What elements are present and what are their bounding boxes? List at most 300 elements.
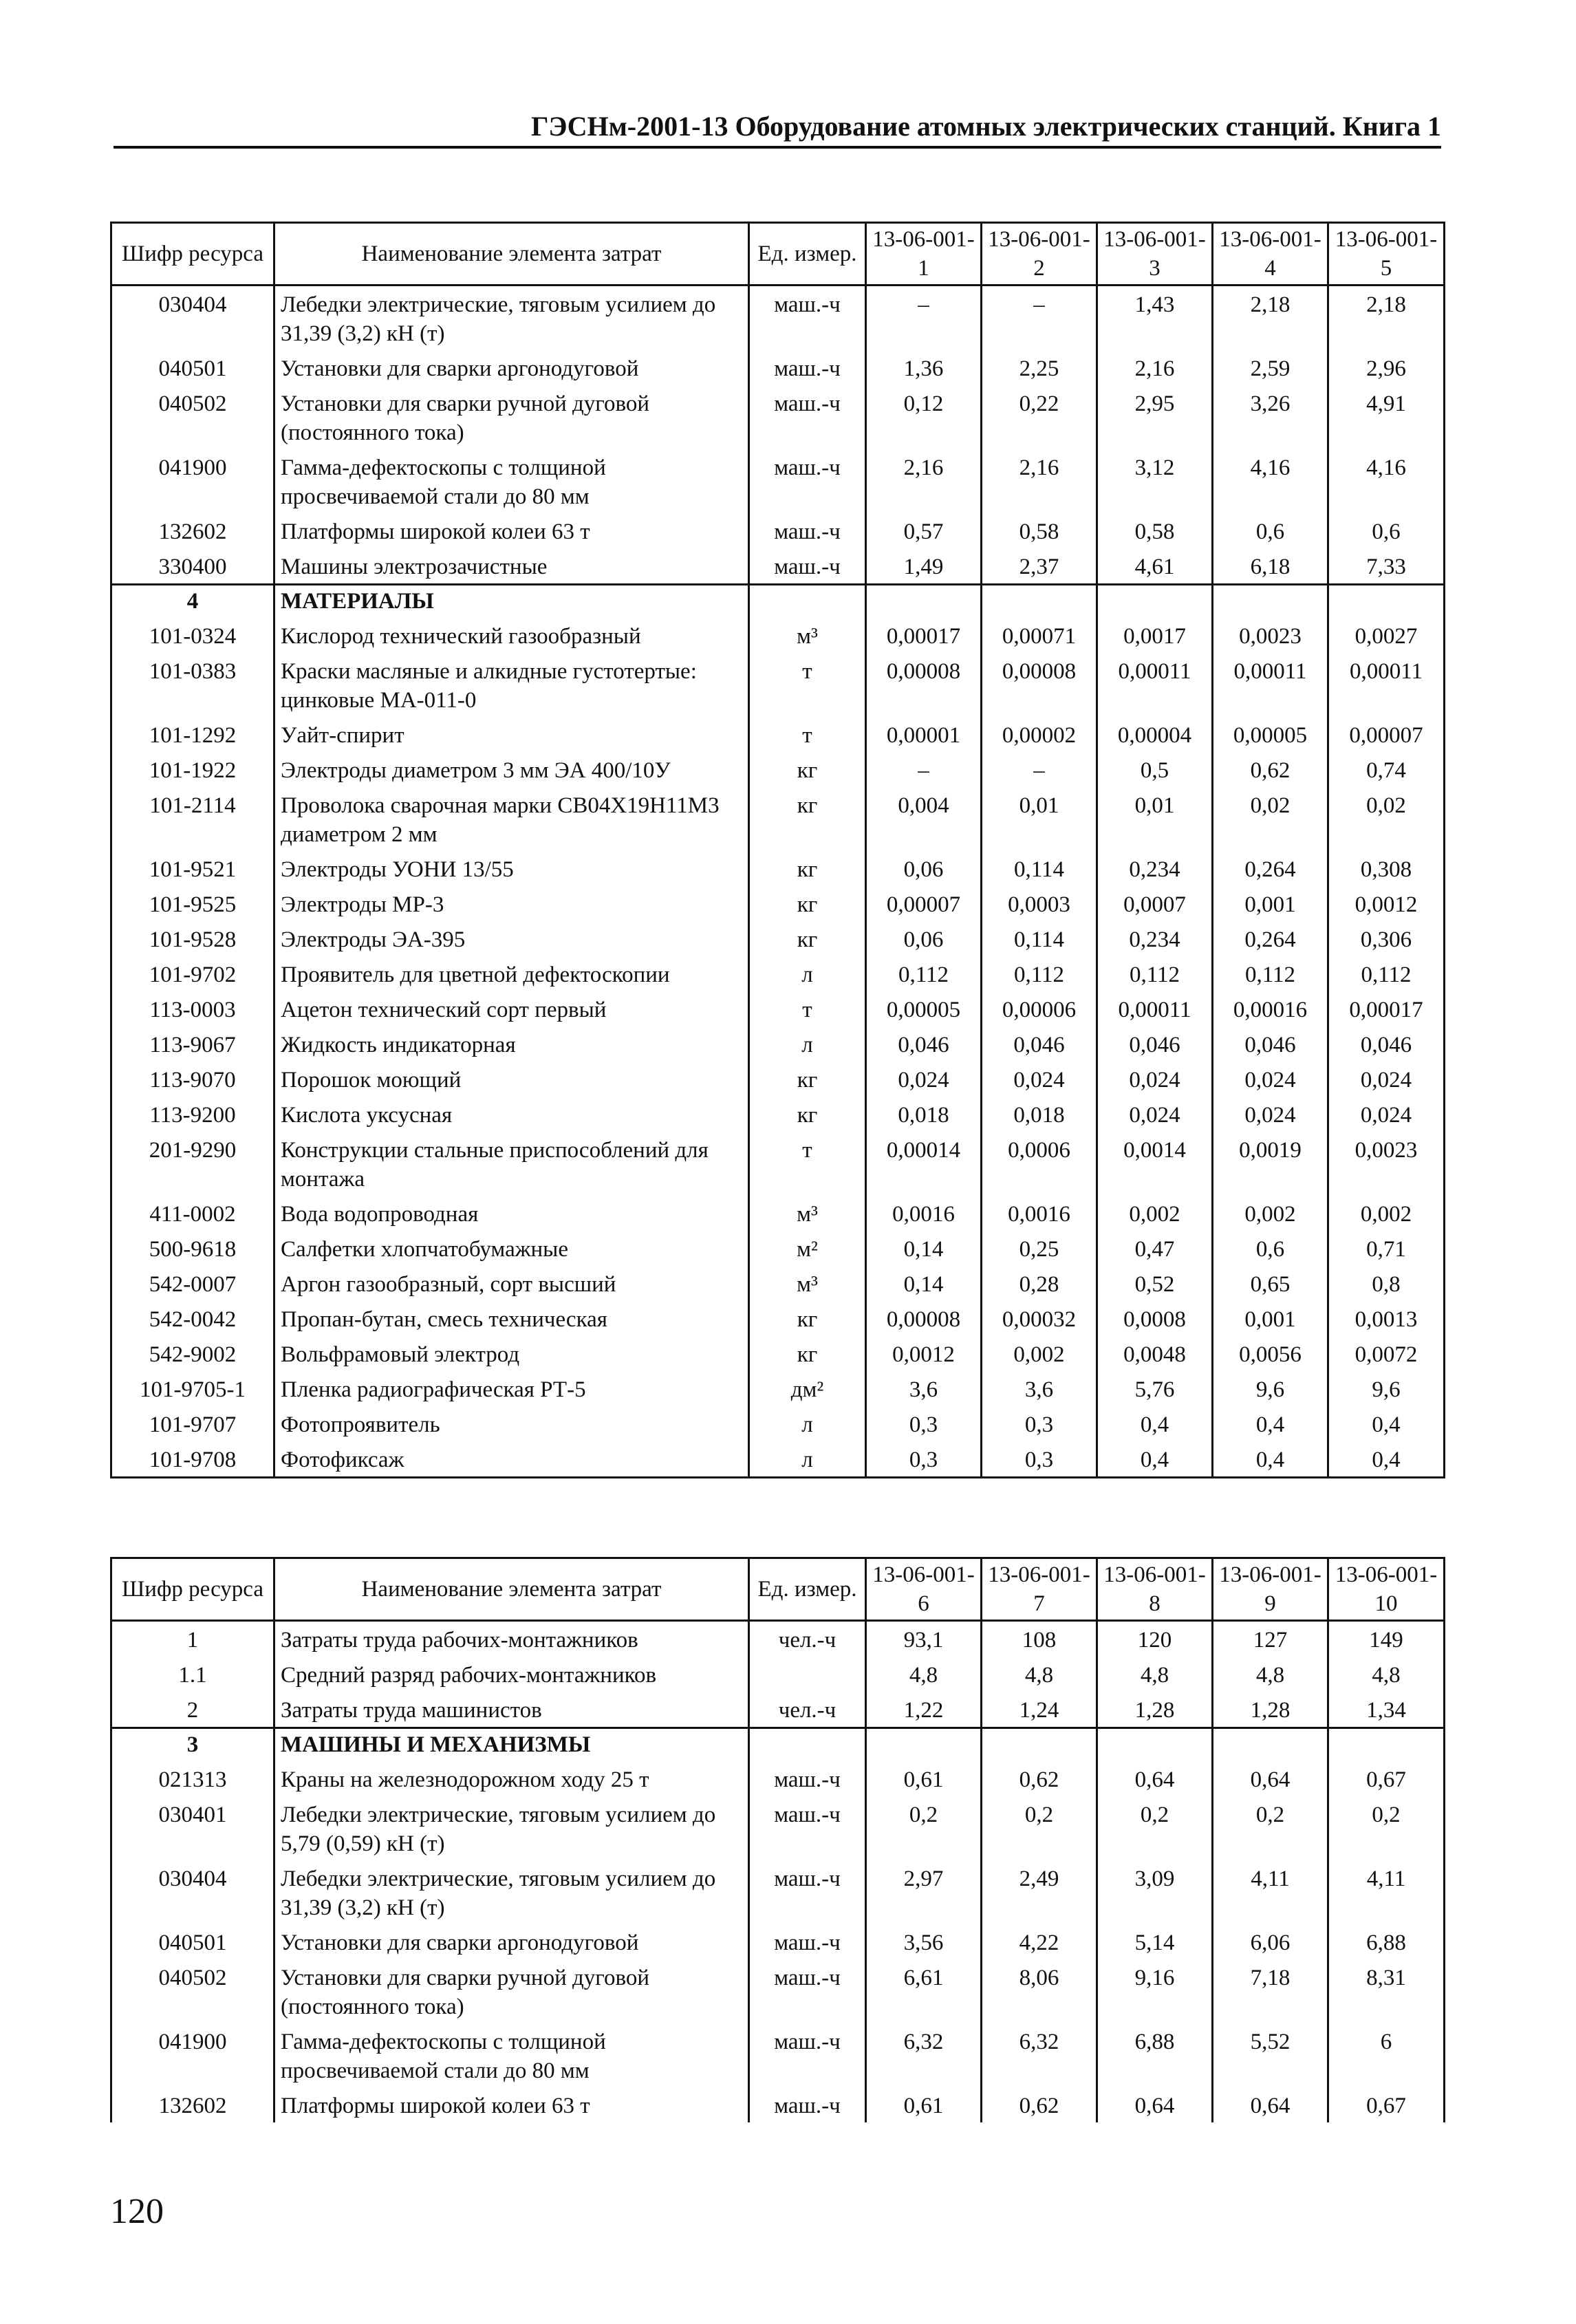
section-row <box>111 585 1445 618</box>
norm-value-cell: 1,43 <box>1097 286 1213 351</box>
table-row <box>111 1406 1445 1441</box>
norm-value-cell: – <box>982 286 1097 351</box>
norm-value-cell <box>1328 1728 1445 1762</box>
table-row <box>111 1062 1445 1097</box>
resource-name-cell: Кислород технический газообразный <box>274 618 749 653</box>
norm-value-cell: 0,0048 <box>1097 1336 1213 1371</box>
norm-value-cell: 0,64 <box>1213 1761 1328 1796</box>
table-row <box>111 1441 1445 1478</box>
table-row <box>111 1924 1445 1959</box>
norm-value-cell: 0,62 <box>982 1761 1097 1796</box>
norm-value-cell: 0,024 <box>1328 1097 1445 1132</box>
unit-cell: л <box>749 1441 866 1478</box>
resource-name-cell: Аргон газообразный, сорт высший <box>274 1266 749 1301</box>
norm-value-cell: 0,64 <box>1097 2087 1213 2122</box>
norm-value-cell: 1,28 <box>1213 1692 1328 1728</box>
table-row <box>111 1266 1445 1301</box>
norm-value-cell: 0,2 <box>1213 1796 1328 1860</box>
norm-value-cell: 1,28 <box>1097 1692 1213 1728</box>
unit-cell: маш.-ч <box>749 350 866 385</box>
norm-value-cell: 2,18 <box>1328 286 1445 351</box>
resource-name-cell: Установки для сварки ручной дуговой (постоянного тока) <box>274 1959 749 2023</box>
norm-value-cell: 6,88 <box>1328 1924 1445 1959</box>
norm-value-cell: 0,234 <box>1097 851 1213 886</box>
norm-value-cell: 6 <box>1328 2023 1445 2087</box>
resource-name-cell: Кислота уксусная <box>274 1097 749 1132</box>
resource-code-cell: 2 <box>111 1692 274 1728</box>
norm-value-cell <box>866 1728 982 1762</box>
resource-name-cell: Лебедки электрические, тяговым усилием до 5,79 (0,59) кН (т) <box>274 1796 749 1860</box>
unit-cell: дм² <box>749 1371 866 1406</box>
norm-value-cell: 0,046 <box>982 1026 1097 1062</box>
resource-name-cell: Лебедки электрические, тяговым усилием до 31,39 (3,2) кН (т) <box>274 286 749 351</box>
norm-value-cell: 0,046 <box>1328 1026 1445 1062</box>
norm-value-cell: 0,0017 <box>1097 618 1213 653</box>
norm-value-cell: 0,00008 <box>866 1301 982 1336</box>
norm-value-cell: 0,28 <box>982 1266 1097 1301</box>
unit-cell: кг <box>749 787 866 851</box>
norm-value-cell: 0,00011 <box>1097 991 1213 1026</box>
norm-value-cell: 3,09 <box>1097 1860 1213 1924</box>
resource-name-cell: Электроды ЭА-395 <box>274 921 749 956</box>
table-row <box>111 2087 1445 2122</box>
unit-cell: м³ <box>749 618 866 653</box>
resource-name-cell: Гамма-дефектоскопы с толщиной просвечиваемой стали до 80 мм <box>274 2023 749 2087</box>
norm-value-cell: 0,4 <box>1213 1406 1328 1441</box>
norm-value-cell <box>1213 585 1328 618</box>
unit-cell: маш.-ч <box>749 286 866 351</box>
norm-value-cell: 1,36 <box>866 350 982 385</box>
resource-code-cell: 542-9002 <box>111 1336 274 1371</box>
unit-cell: л <box>749 1406 866 1441</box>
norm-value-cell: 0,02 <box>1328 787 1445 851</box>
norm-value-cell: 4,8 <box>866 1657 982 1692</box>
norm-value-cell: 0,0007 <box>1097 886 1213 921</box>
norm-value-cell: 0,3 <box>982 1406 1097 1441</box>
norm-value-cell: 0,4 <box>1328 1406 1445 1441</box>
table-row <box>111 618 1445 653</box>
norm-value-cell: 4,8 <box>1328 1657 1445 1692</box>
table-row <box>111 286 1445 351</box>
norm-value-cell: 0,00071 <box>982 618 1097 653</box>
norm-value-cell: 0,306 <box>1328 921 1445 956</box>
resource-code-cell: 330400 <box>111 548 274 585</box>
norm-value-cell <box>1097 585 1213 618</box>
resource-name-cell: Ацетон технический сорт первый <box>274 991 749 1026</box>
resource-code-cell: 500-9618 <box>111 1231 274 1266</box>
norm-value-cell: 127 <box>1213 1621 1328 1657</box>
norm-value-cell: 0,01 <box>1097 787 1213 851</box>
resource-name-cell: МАШИНЫ И МЕХАНИЗМЫ <box>274 1728 749 1762</box>
resource-code-cell: 101-9707 <box>111 1406 274 1441</box>
norm-value-cell: 0,024 <box>866 1062 982 1097</box>
norm-value-cell: 5,14 <box>1097 1924 1213 1959</box>
norm-value-cell: 0,58 <box>982 513 1097 548</box>
column-header-norm: 13-06-001-8 <box>1097 1558 1213 1621</box>
norm-value-cell <box>1097 1728 1213 1762</box>
resource-name-cell: Фотопроявитель <box>274 1406 749 1441</box>
norm-value-cell: 0,018 <box>866 1097 982 1132</box>
resource-name-cell: Затраты труда рабочих-монтажников <box>274 1621 749 1657</box>
norm-value-cell: 0,002 <box>1213 1196 1328 1231</box>
norm-value-cell: 0,018 <box>982 1097 1097 1132</box>
norm-value-cell: 3,26 <box>1213 385 1328 449</box>
norm-value-cell: 4,91 <box>1328 385 1445 449</box>
norm-value-cell: 2,16 <box>982 449 1097 513</box>
unit-cell: маш.-ч <box>749 513 866 548</box>
norm-value-cell: 0,67 <box>1328 1761 1445 1796</box>
table-row <box>111 1301 1445 1336</box>
table-row <box>111 513 1445 548</box>
table-row <box>111 1371 1445 1406</box>
resource-name-cell: Установки для сварки ручной дуговой (постоянного тока) <box>274 385 749 449</box>
table-row <box>111 1621 1445 1657</box>
resource-code-cell: 1 <box>111 1621 274 1657</box>
norm-value-cell: 0,004 <box>866 787 982 851</box>
norm-value-cell: 0,024 <box>1097 1062 1213 1097</box>
column-header-name: Наименование элемента затрат <box>274 1558 749 1621</box>
table-row <box>111 1097 1445 1132</box>
norm-value-cell: 0,00002 <box>982 717 1097 752</box>
norm-value-cell: 6,32 <box>866 2023 982 2087</box>
norm-value-cell: 0,6 <box>1213 1231 1328 1266</box>
norm-value-cell: 0,002 <box>982 1336 1097 1371</box>
norm-value-cell: 0,47 <box>1097 1231 1213 1266</box>
unit-cell: маш.-ч <box>749 548 866 585</box>
resource-code-cell: 132602 <box>111 2087 274 2122</box>
resource-code-cell: 101-1922 <box>111 752 274 787</box>
resource-code-cell: 542-0042 <box>111 1301 274 1336</box>
norm-value-cell: 0,002 <box>1097 1196 1213 1231</box>
norm-value-cell: 3,6 <box>866 1371 982 1406</box>
norm-value-cell: 0,0006 <box>982 1132 1097 1196</box>
norm-value-cell: 0,62 <box>982 2087 1097 2122</box>
resource-code-cell: 101-9521 <box>111 851 274 886</box>
table-row <box>111 1761 1445 1796</box>
unit-cell: т <box>749 717 866 752</box>
norm-value-cell: 0,112 <box>1328 956 1445 991</box>
norm-value-cell: 0,4 <box>1213 1441 1328 1478</box>
norm-value-cell: 0,67 <box>1328 2087 1445 2122</box>
column-header-unit: Ед. измер. <box>749 1558 866 1621</box>
norm-value-cell: 0,00011 <box>1328 653 1445 717</box>
resource-name-cell: Краны на железнодорожном ходу 25 т <box>274 1761 749 1796</box>
table-row <box>111 1860 1445 1924</box>
unit-cell: чел.-ч <box>749 1692 866 1728</box>
norm-value-cell: 0,114 <box>982 921 1097 956</box>
norm-value-cell: 0,00001 <box>866 717 982 752</box>
column-header-unit: Ед. измер. <box>749 223 866 286</box>
resource-name-cell: Вольфрамовый электрод <box>274 1336 749 1371</box>
table-row <box>111 385 1445 449</box>
unit-cell: м³ <box>749 1266 866 1301</box>
norm-value-cell: 0,0013 <box>1328 1301 1445 1336</box>
norm-value-cell <box>982 1728 1097 1762</box>
column-header-norm: 13-06-001-4 <box>1213 223 1328 286</box>
norm-value-cell: 0,024 <box>1097 1097 1213 1132</box>
unit-cell: маш.-ч <box>749 1796 866 1860</box>
norm-value-cell: 0,264 <box>1213 851 1328 886</box>
norm-value-cell: 6,06 <box>1213 1924 1328 1959</box>
norm-value-cell: 1,24 <box>982 1692 1097 1728</box>
table-row <box>111 1959 1445 2023</box>
norm-value-cell: 0,01 <box>982 787 1097 851</box>
resource-name-cell: Пленка радиографическая РТ-5 <box>274 1371 749 1406</box>
norm-value-cell: 2,96 <box>1328 350 1445 385</box>
norm-value-cell: 4,8 <box>1213 1657 1328 1692</box>
resource-name-cell: Платформы широкой колеи 63 т <box>274 513 749 548</box>
resource-code-cell: 040502 <box>111 385 274 449</box>
resource-name-cell: Платформы широкой колеи 63 т <box>274 2087 749 2122</box>
unit-cell: кг <box>749 1301 866 1336</box>
resource-code-cell: 101-9705-1 <box>111 1371 274 1406</box>
unit-cell: т <box>749 991 866 1026</box>
column-header-code: Шифр ресурса <box>111 223 274 286</box>
resource-name-cell: Проволока сварочная марки СВ04Х19Н11М3 диаметром 2 мм <box>274 787 749 851</box>
norm-value-cell: 4,8 <box>1097 1657 1213 1692</box>
norm-value-cell: 0,71 <box>1328 1231 1445 1266</box>
resource-code-cell: 040502 <box>111 1959 274 2023</box>
unit-cell: маш.-ч <box>749 1761 866 1796</box>
norm-value-cell: 0,0023 <box>1213 618 1328 653</box>
norm-value-cell: 0,02 <box>1213 787 1328 851</box>
section-row <box>111 1728 1445 1762</box>
resource-code-cell: 3 <box>111 1728 274 1762</box>
norm-value-cell: 2,59 <box>1213 350 1328 385</box>
table-row <box>111 851 1445 886</box>
norm-value-cell: 5,76 <box>1097 1371 1213 1406</box>
resource-name-cell: Машины электрозачистные <box>274 548 749 585</box>
norm-value-cell: 0,00032 <box>982 1301 1097 1336</box>
resource-name-cell: Краски масляные и алкидные густотертые: цинковые МА-011-0 <box>274 653 749 717</box>
table-row <box>111 449 1445 513</box>
resource-name-cell: Пропан-бутан, смесь техническая <box>274 1301 749 1336</box>
norm-value-cell <box>1328 585 1445 618</box>
unit-cell: м² <box>749 1231 866 1266</box>
norm-value-cell <box>866 585 982 618</box>
norm-value-cell: 8,06 <box>982 1959 1097 2023</box>
unit-cell: кг <box>749 921 866 956</box>
norm-value-cell: 0,25 <box>982 1231 1097 1266</box>
resource-code-cell: 101-1292 <box>111 717 274 752</box>
norm-value-cell: 0,4 <box>1328 1441 1445 1478</box>
norm-value-cell: 120 <box>1097 1621 1213 1657</box>
resource-name-cell: Электроды МР-3 <box>274 886 749 921</box>
resource-code-cell: 411-0002 <box>111 1196 274 1231</box>
unit-cell: маш.-ч <box>749 385 866 449</box>
column-header-norm: 13-06-001-1 <box>866 223 982 286</box>
norm-value-cell: 9,6 <box>1328 1371 1445 1406</box>
norm-value-cell: 0,00007 <box>866 886 982 921</box>
resource-code-cell: 101-0324 <box>111 618 274 653</box>
unit-cell: маш.-ч <box>749 1959 866 2023</box>
norm-value-cell: 0,65 <box>1213 1266 1328 1301</box>
unit-cell: л <box>749 1026 866 1062</box>
page-header <box>114 110 1441 149</box>
norm-value-cell: 0,046 <box>866 1026 982 1062</box>
page-header-title: ГЭСНм-2001-13 Оборудование атомных электрических станций. Книга 1 <box>530 111 1441 142</box>
norm-value-cell: 6,18 <box>1213 548 1328 585</box>
norm-value-cell: 0,2 <box>866 1796 982 1860</box>
norm-value-cell: 4,8 <box>982 1657 1097 1692</box>
norm-value-cell: 0,8 <box>1328 1266 1445 1301</box>
norm-value-cell: 3,12 <box>1097 449 1213 513</box>
resource-code-cell: 021313 <box>111 1761 274 1796</box>
norm-value-cell: 4,11 <box>1328 1860 1445 1924</box>
resource-code-cell: 030401 <box>111 1796 274 1860</box>
resource-code-cell: 041900 <box>111 449 274 513</box>
norm-value-cell: 0,00016 <box>1213 991 1328 1026</box>
resource-code-cell: 040501 <box>111 1924 274 1959</box>
norm-value-cell: 0,024 <box>982 1062 1097 1097</box>
norm-value-cell <box>1213 1728 1328 1762</box>
norm-value-cell: 1,22 <box>866 1692 982 1728</box>
unit-cell: чел.-ч <box>749 1621 866 1657</box>
norm-value-cell: 0,00007 <box>1328 717 1445 752</box>
table-row <box>111 1231 1445 1266</box>
norm-value-cell: 0,00017 <box>866 618 982 653</box>
unit-cell: л <box>749 956 866 991</box>
norm-value-cell: 0,046 <box>1097 1026 1213 1062</box>
norm-value-cell: 0,0012 <box>1328 886 1445 921</box>
unit-cell: кг <box>749 1062 866 1097</box>
resource-name-cell: Электроды диаметром 3 мм ЭА 400/10У <box>274 752 749 787</box>
norm-value-cell: 0,00017 <box>1328 991 1445 1026</box>
norm-value-cell: 0,58 <box>1097 513 1213 548</box>
table-row <box>111 2023 1445 2087</box>
column-header-name: Наименование элемента затрат <box>274 223 749 286</box>
norm-value-cell: 4,22 <box>982 1924 1097 1959</box>
norm-value-cell: – <box>982 752 1097 787</box>
norm-value-cell: 0,234 <box>1097 921 1213 956</box>
resource-name-cell: Гамма-дефектоскопы с толщиной просвечиваемой стали до 80 мм <box>274 449 749 513</box>
norm-value-cell: 108 <box>982 1621 1097 1657</box>
table-row <box>111 1026 1445 1062</box>
unit-cell: кг <box>749 752 866 787</box>
norm-value-cell: 0,3 <box>866 1441 982 1478</box>
table-row <box>111 653 1445 717</box>
norm-value-cell: 0,024 <box>1328 1062 1445 1097</box>
table-header-row <box>111 1558 1445 1621</box>
norm-value-cell: 0,00005 <box>866 991 982 1026</box>
column-header-norm: 13-06-001-7 <box>982 1558 1097 1621</box>
norm-value-cell: 2,16 <box>1097 350 1213 385</box>
norm-value-cell: 0,0023 <box>1328 1132 1445 1196</box>
norm-value-cell: 0,5 <box>1097 752 1213 787</box>
resource-name-cell: Вода водопроводная <box>274 1196 749 1231</box>
table-row <box>111 1796 1445 1860</box>
norm-value-cell: 2,49 <box>982 1860 1097 1924</box>
unit-cell: т <box>749 653 866 717</box>
norm-value-cell: 0,00004 <box>1097 717 1213 752</box>
norm-value-cell: 0,6 <box>1328 513 1445 548</box>
unit-cell: маш.-ч <box>749 1860 866 1924</box>
resource-code-cell: 4 <box>111 585 274 618</box>
unit-cell: м³ <box>749 1196 866 1231</box>
resource-table-1 <box>110 222 1445 1478</box>
norm-value-cell: 0,06 <box>866 921 982 956</box>
table-row <box>111 991 1445 1026</box>
resource-code-cell: 113-9200 <box>111 1097 274 1132</box>
norm-value-cell: 93,1 <box>866 1621 982 1657</box>
resource-code-cell: 101-9708 <box>111 1441 274 1478</box>
resource-code-cell: 201-9290 <box>111 1132 274 1196</box>
norm-value-cell: 2,95 <box>1097 385 1213 449</box>
resource-code-cell: 030404 <box>111 286 274 351</box>
norm-value-cell: 0,61 <box>866 1761 982 1796</box>
norm-value-cell: 0,0003 <box>982 886 1097 921</box>
norm-value-cell: 6,61 <box>866 1959 982 2023</box>
resource-code-cell: 041900 <box>111 2023 274 2087</box>
resource-code-cell: 101-0383 <box>111 653 274 717</box>
column-header-code: Шифр ресурса <box>111 1558 274 1621</box>
norm-value-cell: 5,52 <box>1213 2023 1328 2087</box>
norm-value-cell: 9,6 <box>1213 1371 1328 1406</box>
unit-cell: кг <box>749 1336 866 1371</box>
resource-code-cell: 113-0003 <box>111 991 274 1026</box>
norm-value-cell: 2,25 <box>982 350 1097 385</box>
norm-value-cell: 0,00014 <box>866 1132 982 1196</box>
norm-value-cell: 0,046 <box>1213 1026 1328 1062</box>
norm-value-cell: 0,112 <box>982 956 1097 991</box>
norm-value-cell: 4,11 <box>1213 1860 1328 1924</box>
table-row <box>111 956 1445 991</box>
norm-value-cell: 3,6 <box>982 1371 1097 1406</box>
norm-value-cell: 9,16 <box>1097 1959 1213 2023</box>
unit-cell: маш.-ч <box>749 2023 866 2087</box>
norm-value-cell: 0,2 <box>1097 1796 1213 1860</box>
unit-cell: кг <box>749 1097 866 1132</box>
norm-value-cell: 0,00011 <box>1097 653 1213 717</box>
column-header-norm: 13-06-001-6 <box>866 1558 982 1621</box>
norm-value-cell: 0,00011 <box>1213 653 1328 717</box>
norm-value-cell: 0,57 <box>866 513 982 548</box>
norm-value-cell: 0,0008 <box>1097 1301 1213 1336</box>
resource-code-cell: 101-9702 <box>111 956 274 991</box>
resource-name-cell: Установки для сварки аргонодуговой <box>274 350 749 385</box>
unit-cell <box>749 1657 866 1692</box>
norm-value-cell: 0,2 <box>1328 1796 1445 1860</box>
norm-value-cell: 0,22 <box>982 385 1097 449</box>
norm-value-cell: 0,112 <box>1097 956 1213 991</box>
resource-name-cell: Порошок моющий <box>274 1062 749 1097</box>
resource-name-cell: Салфетки хлопчатобумажные <box>274 1231 749 1266</box>
resource-code-cell: 040501 <box>111 350 274 385</box>
norm-value-cell: 0,0072 <box>1328 1336 1445 1371</box>
norm-value-cell: – <box>866 752 982 787</box>
norm-value-cell: 0,06 <box>866 851 982 886</box>
page-number: 120 <box>110 2192 164 2231</box>
norm-value-cell: 4,16 <box>1328 449 1445 513</box>
norm-value-cell: 0,62 <box>1213 752 1328 787</box>
resource-name-cell: Проявитель для цветной дефектоскопии <box>274 956 749 991</box>
norm-value-cell: 0,64 <box>1213 2087 1328 2122</box>
resource-table-2 <box>110 1557 1445 2122</box>
norm-value-cell: 0,2 <box>982 1796 1097 1860</box>
norm-value-cell: 0,4 <box>1097 1441 1213 1478</box>
norm-value-cell: 0,264 <box>1213 921 1328 956</box>
resource-code-cell: 132602 <box>111 513 274 548</box>
norm-value-cell: 0,024 <box>1213 1062 1328 1097</box>
norm-value-cell: 2,97 <box>866 1860 982 1924</box>
norm-value-cell: 0,6 <box>1213 513 1328 548</box>
table-row <box>111 1196 1445 1231</box>
resource-name-cell: Уайт-спирит <box>274 717 749 752</box>
norm-value-cell: 0,002 <box>1328 1196 1445 1231</box>
norm-value-cell: 0,308 <box>1328 851 1445 886</box>
norm-value-cell: 0,14 <box>866 1266 982 1301</box>
column-header-norm: 13-06-001-3 <box>1097 223 1213 286</box>
